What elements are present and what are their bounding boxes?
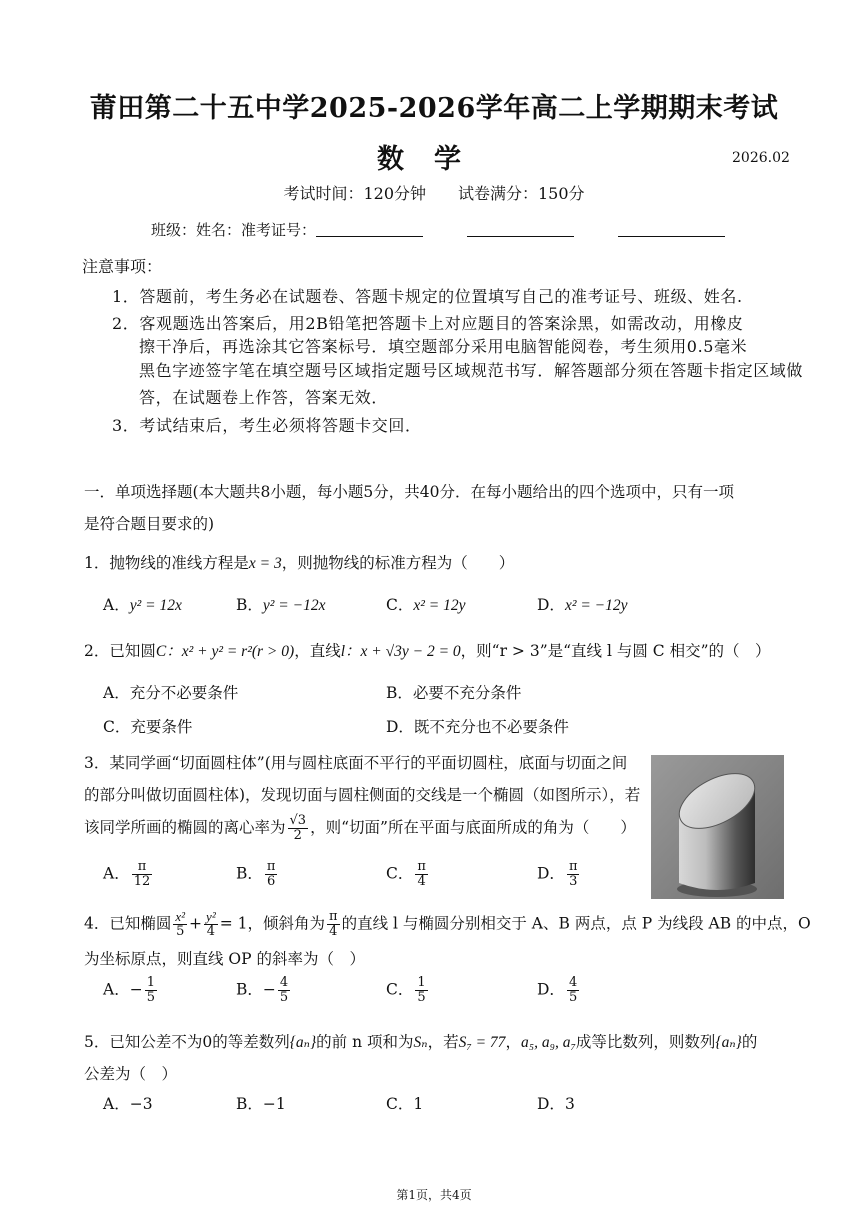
- blank-line: [467, 222, 574, 237]
- notice-item: 3．考试结束后，考生必须将答题卡交回．: [112, 416, 422, 435]
- notice-item: 2．客观题选出答案后，用2B铅笔把答题卡上对应题目的答案涂黑，如需改动，用橡皮: [112, 314, 744, 333]
- q1-text: 1．抛物线的准线方程是: [84, 554, 249, 572]
- q4-option-c: C． $\frac{1}{5}$: [386, 975, 426, 1005]
- q4-option-a: A．− $\frac{1}{5}$: [103, 975, 155, 1005]
- q1-condition: x = 3: [248, 555, 282, 572]
- notice-item-cont: 擦干净后，再选涂其它答案标号．填空题部分采用电脑智能阅卷，考生须用0.5毫米: [139, 337, 748, 356]
- q1-option-c: C．x² = 12y: [386, 596, 466, 614]
- exam-date: 2026.02: [732, 150, 790, 166]
- q2-option-a: A．充分不必要条件: [103, 684, 239, 702]
- question-4-cont: 为坐标原点，则直线 OP 的斜率为（ ）: [84, 950, 365, 968]
- q1-option-d: D．x² = −12y: [537, 596, 628, 614]
- q5-option-d: D．3: [537, 1095, 575, 1113]
- notice-item-cont: 黑色字迹签字笔在填空题号区域指定题号区域规范书写．解答题部分须在答题卡指定区域做: [139, 361, 804, 380]
- q2-circle-equation: C：x² + y² = r²(r > 0): [155, 643, 295, 660]
- question-1: [84, 551, 514, 573]
- q4-option-d: D． $\frac{4}{5}$: [537, 975, 578, 1005]
- q2-option-c: C．充要条件: [103, 718, 193, 736]
- question-3: 3．某同学画“切面圆柱体”(用与圆柱底面不平行的平面切圆柱，底面与切面之间: [84, 754, 628, 772]
- notice-item-cont: 答，在试题卷上作答，答案无效．: [139, 388, 389, 407]
- question-3-cont: 该同学所画的椭圆的离心率为 $\frac{√3}{2}$ ，则“切面”所在平面与底面所成的角为（ ）: [84, 813, 636, 843]
- q2-option-d: D．既不充分也不必要条件: [386, 718, 569, 736]
- q1-option-b: B．y² = −12x: [236, 596, 326, 614]
- q3-option-d: D． $\frac{\pi}{3}$: [537, 859, 578, 889]
- blank-line: [618, 222, 725, 237]
- q4-angle: $\frac{\pi}{4}$: [329, 909, 338, 939]
- question-4: 4．已知椭圆 $\frac{\text{x²}}{5}$ + $\frac{\text{y²}}{4}$ = 1，倾斜角为 $\frac{\pi}{4}$ 的直线 l 与椭圆分别相交于 A、B 两点，点 P 为线段 AB 的中点，O: [84, 909, 811, 939]
- q4-option-b: B．− $\frac{4}{5}$: [236, 975, 289, 1005]
- q1-option-a: A．y² = 12x: [103, 596, 182, 614]
- question-5-cont: 公差为（ ）: [84, 1065, 178, 1083]
- notice-item: 1．答题前，考生务必在试题卷、答题卡规定的位置填写自己的准考证号、班级、姓名.: [112, 287, 743, 306]
- blank-line: [316, 222, 423, 237]
- q3-option-b: B． $\frac{\pi}{6}$: [236, 859, 276, 889]
- fields-label: 班级：姓名：准考证号：: [151, 221, 317, 239]
- student-fields: [151, 219, 725, 240]
- q2-line-equation: l：x + √3y − 2 = 0: [340, 643, 461, 660]
- q5-option-c: C．1: [386, 1095, 424, 1113]
- question-2: 2．已知圆C：x² + y² = r²(r > 0)，直线l：x + √3y − 2 = 0，则“r > 3”是“直线 l 与圆 C 相交”的（ ）: [84, 642, 771, 660]
- q2-option-b: B．必要不充分条件: [386, 684, 522, 702]
- q1-text-end: ，则抛物线的标准方程为（ ）: [281, 554, 515, 572]
- question-3-cont: 的部分叫做切面圆柱体)，发现切面与圆柱侧面的交线是一个椭圆（如图所示），若: [84, 786, 641, 804]
- q3-eccentricity: $\frac{√3}{2}$: [289, 813, 307, 843]
- section-heading: 一．单项选择题(本大题共8小题，每小题5分，共40分．在每小题给出的四个选项中，只有一项: [84, 483, 734, 501]
- exam-title: 莆田第二十五中学2025-2026学年高二上学期期末考试: [89, 93, 779, 124]
- page-number: 第1页，共4页: [396, 1188, 472, 1202]
- q3-option-c: C． $\frac{\pi}{4}$: [386, 859, 426, 889]
- q4-ellipse-term-y: $\frac{\text{y²}}{4}$: [206, 909, 216, 939]
- subject-title: 数学: [377, 144, 491, 175]
- question-5: 5．已知公差不为0的等差数列{aₙ}的前 n 项和为Sₙ，若S₇ = 77，a₅, a₉, a₇成等比数列，则数列{aₙ}的: [84, 1033, 758, 1051]
- q5-option-b: B．−1: [236, 1095, 286, 1113]
- cut-cylinder-figure: [651, 755, 784, 899]
- q4-ellipse-term-x: $\frac{\text{x²}}{5}$: [175, 909, 186, 939]
- q3-option-a: A． $\frac{\pi}{12}$: [103, 859, 151, 889]
- q5-option-a: A．−3: [103, 1095, 153, 1113]
- section-heading-cont: 是符合题目要求的): [84, 515, 215, 533]
- exam-info: 考试时间：120分钟 试卷满分：150分: [283, 184, 585, 203]
- notice-heading: 注意事项：: [82, 257, 163, 276]
